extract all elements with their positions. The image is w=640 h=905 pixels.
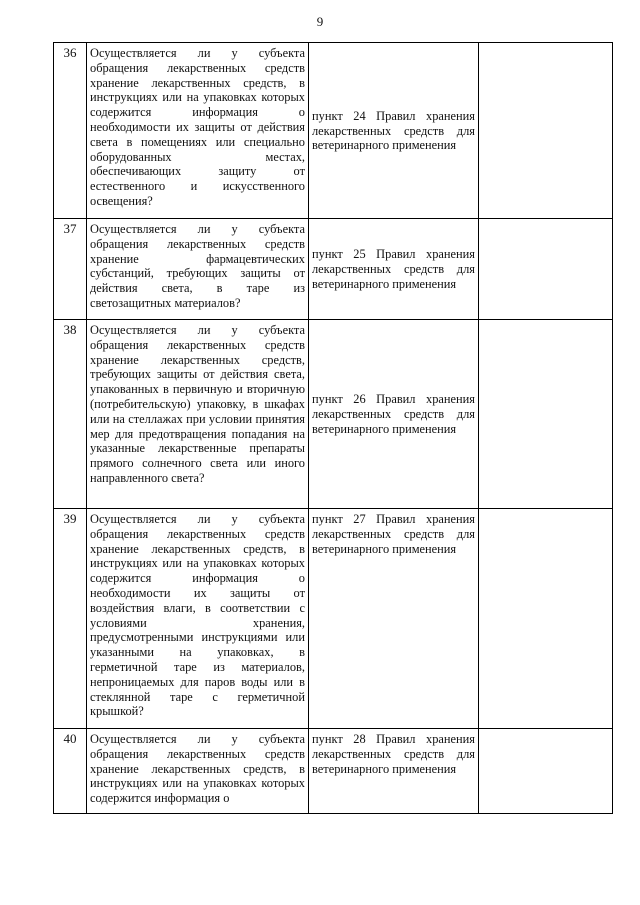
page-number: 9: [316, 14, 324, 29]
table-row: [54, 219, 613, 320]
row-number: 38: [54, 320, 87, 509]
answer-cell[interactable]: [479, 219, 613, 320]
reference-cell: пункт 28 Правил хранения лекарственных средств для ветеринарного применения: [309, 729, 479, 814]
question-cell: Осуществляется ли у субъекта обращения лекарственных средств хранение лекарственных средств, в инструкциях или на упаковках которых содержится информация о: [87, 729, 309, 814]
row-number: 40: [54, 729, 87, 814]
question-cell: Осуществляется ли у субъекта обращения лекарственных средств хранение лекарственных средств, в инструкциях или на упаковках которых содержится информация о необходимости их защиты от действия света в помещениях или специально оборудованных местах, обеспечивающих защиту от естественного и искусственного освещения?: [87, 43, 309, 219]
answer-cell[interactable]: [479, 43, 613, 219]
reference-cell: пункт 25 Правил хранения лекарственных средств для ветеринарного применения: [309, 219, 479, 320]
row-number: 37: [54, 219, 87, 320]
answer-cell[interactable]: [479, 320, 613, 509]
question-cell: Осуществляется ли у субъекта обращения лекарственных средств хранение лекарственных средств, в инструкциях или на упаковках которых содержится информация о необходимости их защиты от воздействия влаги, в соответствии с условиями хранения, предусмотренными инструкциями или указанными на упаковках, в герметичной таре из материалов, непроницаемых для паров воды или в стеклянной таре с герметичной крышкой?: [87, 509, 309, 729]
row-number: 39: [54, 509, 87, 729]
row-number: 36: [54, 43, 87, 219]
answer-cell[interactable]: [479, 729, 613, 814]
table-row: [54, 729, 613, 814]
answer-cell[interactable]: [479, 509, 613, 729]
reference-cell: пункт 27 Правил хранения лекарственных средств для ветеринарного применения: [309, 509, 479, 729]
reference-cell: пункт 24 Правил хранения лекарственных средств для ветеринарного применения: [309, 43, 479, 219]
reference-cell: пункт 26 Правил хранения лекарственных средств для ветеринарного применения: [309, 320, 479, 509]
checklist-table: [53, 42, 613, 814]
question-cell: Осуществляется ли у субъекта обращения лекарственных средств хранение лекарственных средств, требующих защиты от действия света, упакованных в первичную и вторичную (потребительскую) упаковку, в шкафах или на стеллажах при условии принятия мер для предотвращения попадания на указанные лекарственные препараты прямого солнечного света или иного направленного света?: [87, 320, 309, 509]
table-row: [54, 43, 613, 219]
question-cell: Осуществляется ли у субъекта обращения лекарственных средств хранение фармацевтических субстанций, требующих защиты от действия света, в таре из светозащитных материалов?: [87, 219, 309, 320]
table-row: [54, 320, 613, 509]
table-row: [54, 509, 613, 729]
